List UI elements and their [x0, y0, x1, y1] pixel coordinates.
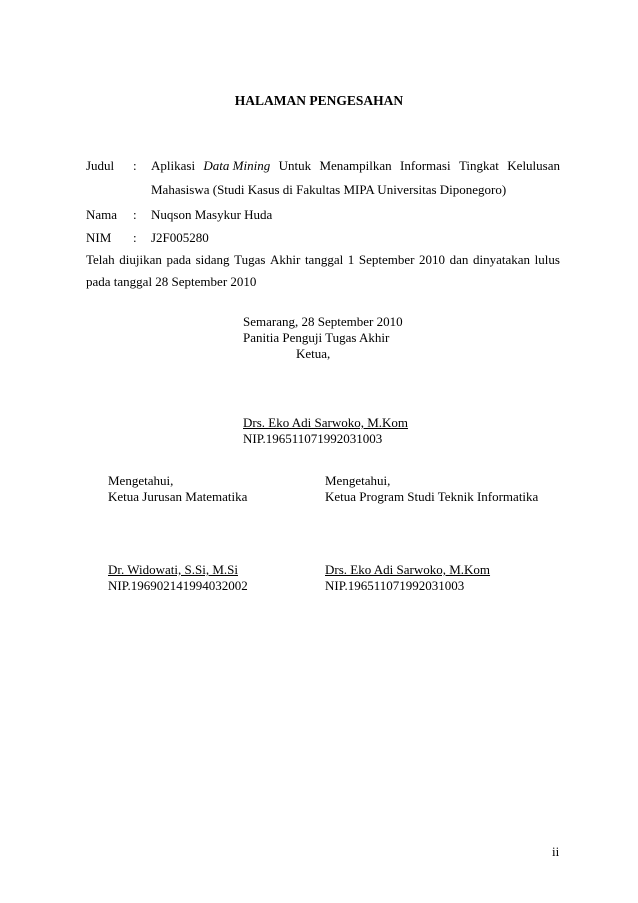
right-position: Ketua Program Studi Teknik Informatika: [325, 489, 539, 504]
judul-line-2: Mahasiswa (Studi Kasus di Fakultas MIPA Universitas Diponegoro): [151, 182, 507, 197]
statement-word: dan: [449, 252, 469, 267]
nim-label: NIM: [86, 230, 112, 245]
statement-word: lulus: [534, 252, 560, 267]
judul-line-1: [151, 158, 560, 174]
judul-word: Informasi: [400, 158, 451, 173]
judul-word-italic: Data Mining: [203, 158, 271, 173]
left-acknowledged: Mengetahui,: [108, 473, 174, 488]
statement-word: Telah: [86, 252, 115, 267]
right-signatory-name: Drs. Eko Adi Sarwoko, M.Kom: [325, 562, 491, 577]
committee-title: Panitia Penguji Tugas Akhir: [243, 330, 390, 345]
judul-colon: :: [133, 158, 137, 173]
statement-word: Akhir: [270, 252, 301, 267]
nama-colon: :: [133, 207, 137, 222]
committee-role: Ketua,: [296, 346, 331, 361]
nim-value: J2F005280: [151, 230, 209, 245]
judul-word: Tingkat: [458, 158, 499, 173]
right-signatory-nip: NIP.196511071992031003: [325, 578, 465, 593]
judul-word: Menampilkan: [319, 158, 392, 173]
judul-word: Aplikasi: [151, 158, 196, 173]
statement-word: 2010: [419, 252, 446, 267]
left-signatory-nip: NIP.196902141994032002: [108, 578, 248, 593]
statement-word: 1: [347, 252, 355, 267]
examiner-nip: NIP.196511071992031003: [243, 431, 383, 446]
statement-word: Tugas: [234, 252, 266, 267]
nim-colon: :: [133, 230, 137, 245]
judul-word: Untuk: [278, 158, 312, 173]
place-date: Semarang, 28 September 2010: [243, 314, 403, 329]
statement-line-1: [86, 252, 560, 268]
statement-word: diujikan: [119, 252, 162, 267]
statement-word: tanggal: [304, 252, 344, 267]
judul-word: Kelulusan: [507, 158, 560, 173]
left-signatory-name: Dr. Widowati, S.Si, M.Si: [108, 562, 238, 577]
left-position: Ketua Jurusan Matematika: [108, 489, 248, 504]
examiner-name: Drs. Eko Adi Sarwoko, M.Kom: [243, 415, 409, 430]
statement-word: pada: [166, 252, 191, 267]
right-acknowledged: Mengetahui,: [325, 473, 391, 488]
statement-word: dinyatakan: [472, 252, 531, 267]
page-number: ii: [552, 844, 560, 859]
nama-label: Nama: [86, 207, 118, 222]
statement-word: sidang: [195, 252, 230, 267]
judul-label: Judul: [86, 158, 115, 173]
nama-value: Nuqson Masykur Huda: [151, 207, 273, 222]
statement-line-2: pada tanggal 28 September 2010: [86, 274, 257, 289]
statement-word: September: [358, 252, 415, 267]
page-title: HALAMAN PENGESAHAN: [234, 93, 404, 108]
